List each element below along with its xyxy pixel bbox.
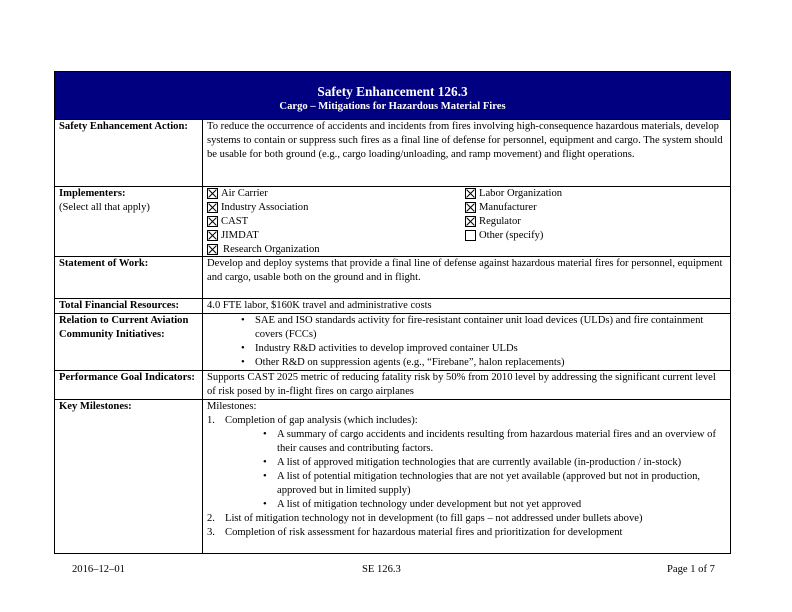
checkbox-checked-icon[interactable] — [207, 230, 218, 241]
list-item: • Industry R&D activities to develop improved container ULDs — [241, 342, 726, 356]
list-item: • SAE and ISO standards activity for fire-resistant container unit load devices (ULDs) and fire containment covers (FCCs) — [241, 314, 726, 342]
row-label: Statement of Work: — [55, 257, 203, 299]
checkbox-regulator[interactable]: Regulator — [465, 215, 725, 229]
milestone-item: 2. List of mitigation technology not in development (to fill gaps – not addressed under bullets above) — [207, 512, 643, 524]
row-action — [55, 120, 731, 187]
row-label: Key Milestones: — [55, 400, 203, 554]
row-label: Relation to Current Aviation Community Initiatives: — [55, 314, 203, 371]
checkbox-checked-icon[interactable] — [465, 216, 476, 227]
list-item: • Other R&D on suppression agents (e.g., “Firebane”, halon replacements) — [241, 356, 726, 370]
checkbox-unchecked-icon[interactable] — [465, 230, 476, 241]
row-value: Supports CAST 2025 metric of reducing fatality risk by 50% from 2010 level by addressing the significant current level of risk posed by in-flight fires on cargo airplanes — [203, 371, 731, 400]
checkbox-labor-organization[interactable]: Labor Organization — [465, 187, 725, 201]
implementers-right-column — [465, 187, 725, 256]
list-item: • A list of mitigation technology under development but not yet approved — [263, 498, 726, 512]
implementers-checklist — [203, 187, 731, 257]
row-financial-resources — [55, 299, 731, 314]
row-label: Performance Goal Indicators: — [55, 371, 203, 400]
row-value: To reduce the occurrence of accidents and incidents from fires involving high-consequence hazardous materials, develop systems to contain or suppress such fires as a final line of defense for personnel, equipment and cargo. The system should be usable for both ground (e.g., cargo loading/unloading, and ramp movement) and flight operations. — [203, 120, 731, 187]
checkbox-checked-icon[interactable] — [465, 188, 476, 199]
checkbox-checked-icon[interactable] — [465, 202, 476, 213]
list-item: • A summary of cargo accidents and incidents resulting from hazardous material fires and an overview of their causes and contributing factors. — [263, 428, 726, 456]
checkbox-cast[interactable]: CAST — [207, 215, 465, 229]
footer-page-number: Page 1 of 7 — [667, 564, 715, 575]
checkbox-industry-association[interactable]: Industry Association — [207, 201, 465, 215]
checkbox-checked-icon[interactable] — [207, 216, 218, 227]
milestone-item: 1. Completion of gap analysis (which includes): • A summary of cargo accidents and incidents resulting from hazardous material fires and an overview of their causes and contributing factors. • A list of approved mitigation technologies that are currently available (in-production / in-stock) • A list of potential mitigation technologies that are not yet available (approved but not in production, approved but in limited supply) • A list of mitigation technology under development but not yet approved — [207, 414, 726, 511]
row-label: Safety Enhancement Action: — [55, 120, 203, 187]
checkbox-air-carrier[interactable]: Air Carrier — [207, 187, 465, 201]
footer-document-id: SE 126.3 — [362, 564, 401, 575]
implementers-sublabel: (Select all that apply) — [59, 201, 150, 213]
milestones-list — [207, 414, 726, 539]
row-label — [55, 187, 203, 257]
footer-date: 2016–12–01 — [72, 564, 125, 575]
row-value: Develop and deploy systems that provide a final line of defense against hazardous material fires for personnel, equipment and cargo, usable both on the ground and in flight. — [203, 257, 731, 299]
gap-analysis-sublist — [225, 428, 726, 511]
row-relation-initiatives — [55, 314, 731, 371]
implementers-left-column — [207, 187, 465, 256]
row-key-milestones — [55, 400, 731, 554]
list-item: • A list of potential mitigation technologies that are not yet available (approved but not in production, approved but in limited supply) — [263, 470, 726, 498]
table-header — [55, 72, 731, 120]
checkbox-checked-icon[interactable] — [207, 244, 218, 255]
row-statement-of-work — [55, 257, 731, 299]
checkbox-checked-icon[interactable] — [207, 188, 218, 199]
checkbox-manufacturer[interactable]: Manufacturer — [465, 201, 725, 215]
milestones-intro: Milestones: — [207, 401, 257, 413]
checkbox-research-organization[interactable]: Research Organization — [207, 243, 465, 257]
initiatives-list — [207, 314, 726, 370]
checkbox-jimdat[interactable]: JIMDAT — [207, 229, 465, 243]
row-label: Total Financial Resources: — [55, 299, 203, 314]
list-item: • A list of approved mitigation technologies that are currently available (in-production / in-stock) — [263, 456, 726, 470]
row-implementers — [55, 187, 731, 257]
safety-enhancement-table — [54, 71, 731, 554]
row-value — [203, 314, 731, 371]
checkbox-checked-icon[interactable] — [207, 202, 218, 213]
row-value — [203, 400, 731, 554]
row-value: 4.0 FTE labor, $160K travel and administrative costs — [203, 299, 731, 314]
milestone-item: 3. Completion of risk assessment for hazardous material fires and prioritization for development — [207, 526, 623, 538]
implementers-label: Implementers: — [59, 188, 126, 199]
row-performance-goal — [55, 371, 731, 400]
checkbox-other-specify[interactable]: Other (specify) — [465, 229, 725, 243]
document-title: Safety Enhancement 126.3 — [317, 83, 468, 99]
document-subtitle: Cargo – Mitigations for Hazardous Material Fires — [279, 100, 506, 112]
